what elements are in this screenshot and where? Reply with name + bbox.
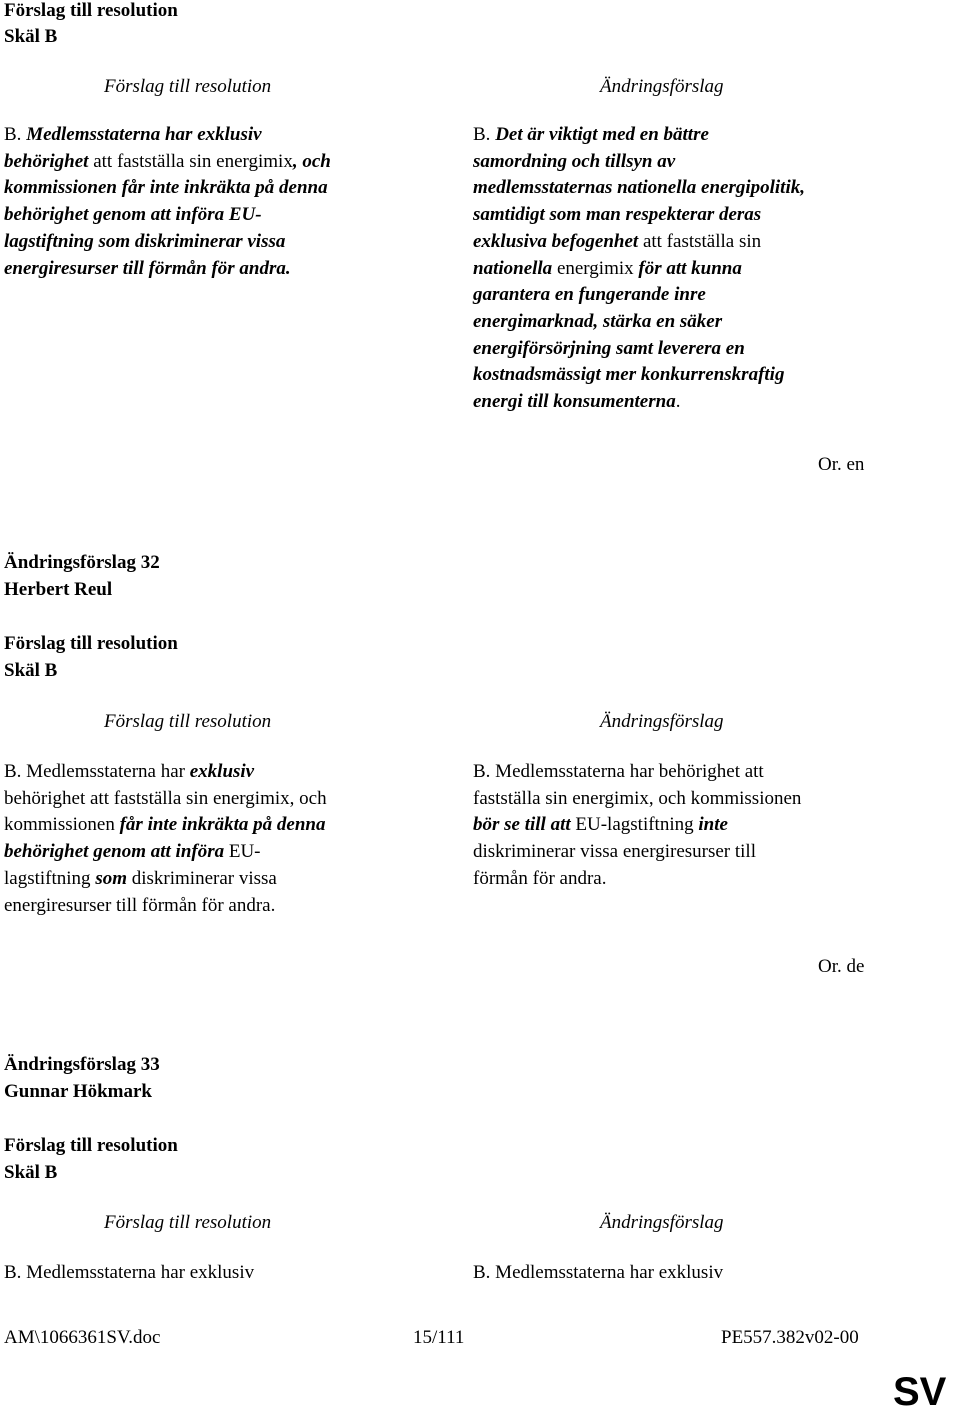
text-run: bör se till att (473, 814, 571, 836)
text-line (4, 122, 331, 149)
text-run: garantera en fungerande inre (473, 284, 706, 306)
text-run: kostnadsmässigt mer konkurrenskraftig (473, 364, 785, 386)
text-line (473, 149, 805, 176)
amendment33-left-text: B. Medlemsstaterna har exklusiv (4, 1262, 255, 1283)
block1-right-header: Ändringsförslag (600, 76, 724, 97)
text-run: B. (4, 124, 27, 145)
amendment32-left-text (4, 759, 327, 919)
amendment32-heading (4, 550, 160, 603)
text-run: förmån för andra. (473, 867, 607, 889)
text-line (4, 175, 331, 202)
amendment33-author: Gunnar Hökmark (4, 1080, 152, 1102)
text-run: EU-lagstiftning (570, 814, 699, 836)
text-run: energimarknad, stärka en säker (473, 310, 723, 332)
text-line (473, 812, 801, 839)
text-line (4, 256, 331, 283)
footer-doc-ref: AM\1066361SV.doc (4, 1327, 161, 1348)
text-run: att fastställa sin (638, 230, 762, 252)
block1-right-text (473, 122, 805, 416)
top-heading-2: Skäl B (4, 26, 58, 47)
text-run: behörighet genom att införa (4, 841, 225, 863)
amendment33-right-header: Ändringsförslag (600, 1212, 724, 1233)
text-line (4, 812, 327, 839)
text-line (473, 202, 805, 229)
amendment33-right-text: B. Medlemsstaterna har exklusiv (473, 1262, 724, 1283)
text-run: som (95, 867, 127, 889)
text-run: lagstiftning som diskriminerar vissa (4, 230, 286, 252)
text-run: energimix (552, 257, 639, 279)
text-line (4, 786, 327, 813)
footer-page-number: 15/111 (413, 1327, 465, 1348)
text-run: , och (292, 150, 331, 172)
top-heading-1: Förslag till resolution (4, 0, 178, 21)
text-run: behörighet genom att införa EU- (4, 204, 262, 226)
amendment33-title: Ändringsförslag 33 (4, 1054, 160, 1075)
text-run: EU- (224, 841, 261, 863)
text-run: exklusiva befogenhet (473, 230, 639, 252)
text-run: diskriminerar vissa (127, 867, 277, 889)
text-line (473, 256, 805, 283)
amendment32-right-header: Ändringsförslag (600, 711, 724, 732)
text-run: energi till konsumenterna (473, 391, 676, 413)
text-run: får inte inkräkta på denna (119, 814, 326, 836)
amendment32-author: Herbert Reul (4, 578, 113, 600)
text-line (473, 122, 805, 149)
amendment32-left-header: Förslag till resolution (104, 711, 272, 732)
text-line (473, 759, 801, 786)
text-line (473, 362, 805, 389)
text-run: behörighet att fastställa sin energimix, och (4, 787, 327, 809)
text-line (4, 149, 331, 176)
text-run: behörighet (4, 150, 89, 172)
amendment32-origin: Or. de (818, 956, 865, 977)
text-run: energiresurser till förmån för andra. (4, 257, 291, 279)
footer-language-code: SV (893, 1370, 947, 1414)
text-run: kommissionen får inte inkräkta på denna (4, 177, 328, 199)
text-run: B. Medlemsstaterna har (4, 761, 190, 782)
text-run: exklusiv (189, 761, 255, 782)
text-run: nationella (473, 257, 553, 279)
text-run: medlemsstaternas nationella energipolitik, (473, 177, 805, 199)
text-line (473, 786, 801, 813)
amendment32-title: Ändringsförslag 32 (4, 552, 160, 573)
amendment33-sub1: Förslag till resolution (4, 1135, 178, 1156)
text-line (473, 175, 805, 202)
text-line (473, 866, 801, 893)
text-run: B. Medlemsstaterna har behörighet att (473, 761, 764, 782)
text-line (473, 229, 805, 256)
amendment33-sub2: Skäl B (4, 1161, 58, 1183)
text-run: B. (473, 124, 496, 145)
text-line (4, 893, 327, 920)
footer-pe-ref: PE557.382v02-00 (721, 1327, 859, 1348)
text-line (4, 866, 327, 893)
amendment33-left-header: Förslag till resolution (104, 1212, 272, 1233)
amendment32-sub1: Förslag till resolution (4, 633, 178, 654)
text-run: för att kunna (638, 257, 742, 279)
text-run: energiförsörjning samt leverera en (473, 337, 745, 359)
text-line (473, 336, 805, 363)
text-run: diskriminerar vissa energiresurser till (473, 841, 756, 863)
text-run: energiresurser till förmån för andra. (4, 894, 276, 916)
amendment32-sub2: Skäl B (4, 659, 58, 681)
top-heading (4, 0, 178, 50)
text-run: Det är viktigt med en bättre (495, 124, 709, 145)
amendment33-heading (4, 1052, 160, 1105)
text-run: att fastställa sin energimix (88, 150, 293, 172)
text-run: . (675, 391, 681, 413)
text-line (4, 759, 327, 786)
text-line (4, 229, 331, 256)
text-run: kommissionen (4, 814, 120, 836)
amendment33-subheading (4, 1133, 178, 1186)
text-line (473, 282, 805, 309)
text-run: inte (698, 814, 728, 836)
text-line (4, 839, 327, 866)
text-run: Medlemsstaterna har exklusiv (26, 124, 262, 145)
text-line (473, 839, 801, 866)
amendment32-subheading (4, 631, 178, 684)
text-run: lagstiftning (4, 867, 96, 889)
amendment32-right-text (473, 759, 801, 893)
block1-origin: Or. en (818, 454, 865, 475)
text-run: samordning och tillsyn av (473, 150, 676, 172)
block1-left-text (4, 122, 331, 282)
text-run: samtidigt som man respekterar deras (473, 204, 762, 226)
block1-left-header: Förslag till resolution (104, 76, 272, 97)
text-line (473, 389, 805, 416)
text-line (4, 202, 331, 229)
text-run: fastställa sin energimix, och kommissionen (473, 787, 802, 809)
text-line (473, 309, 805, 336)
